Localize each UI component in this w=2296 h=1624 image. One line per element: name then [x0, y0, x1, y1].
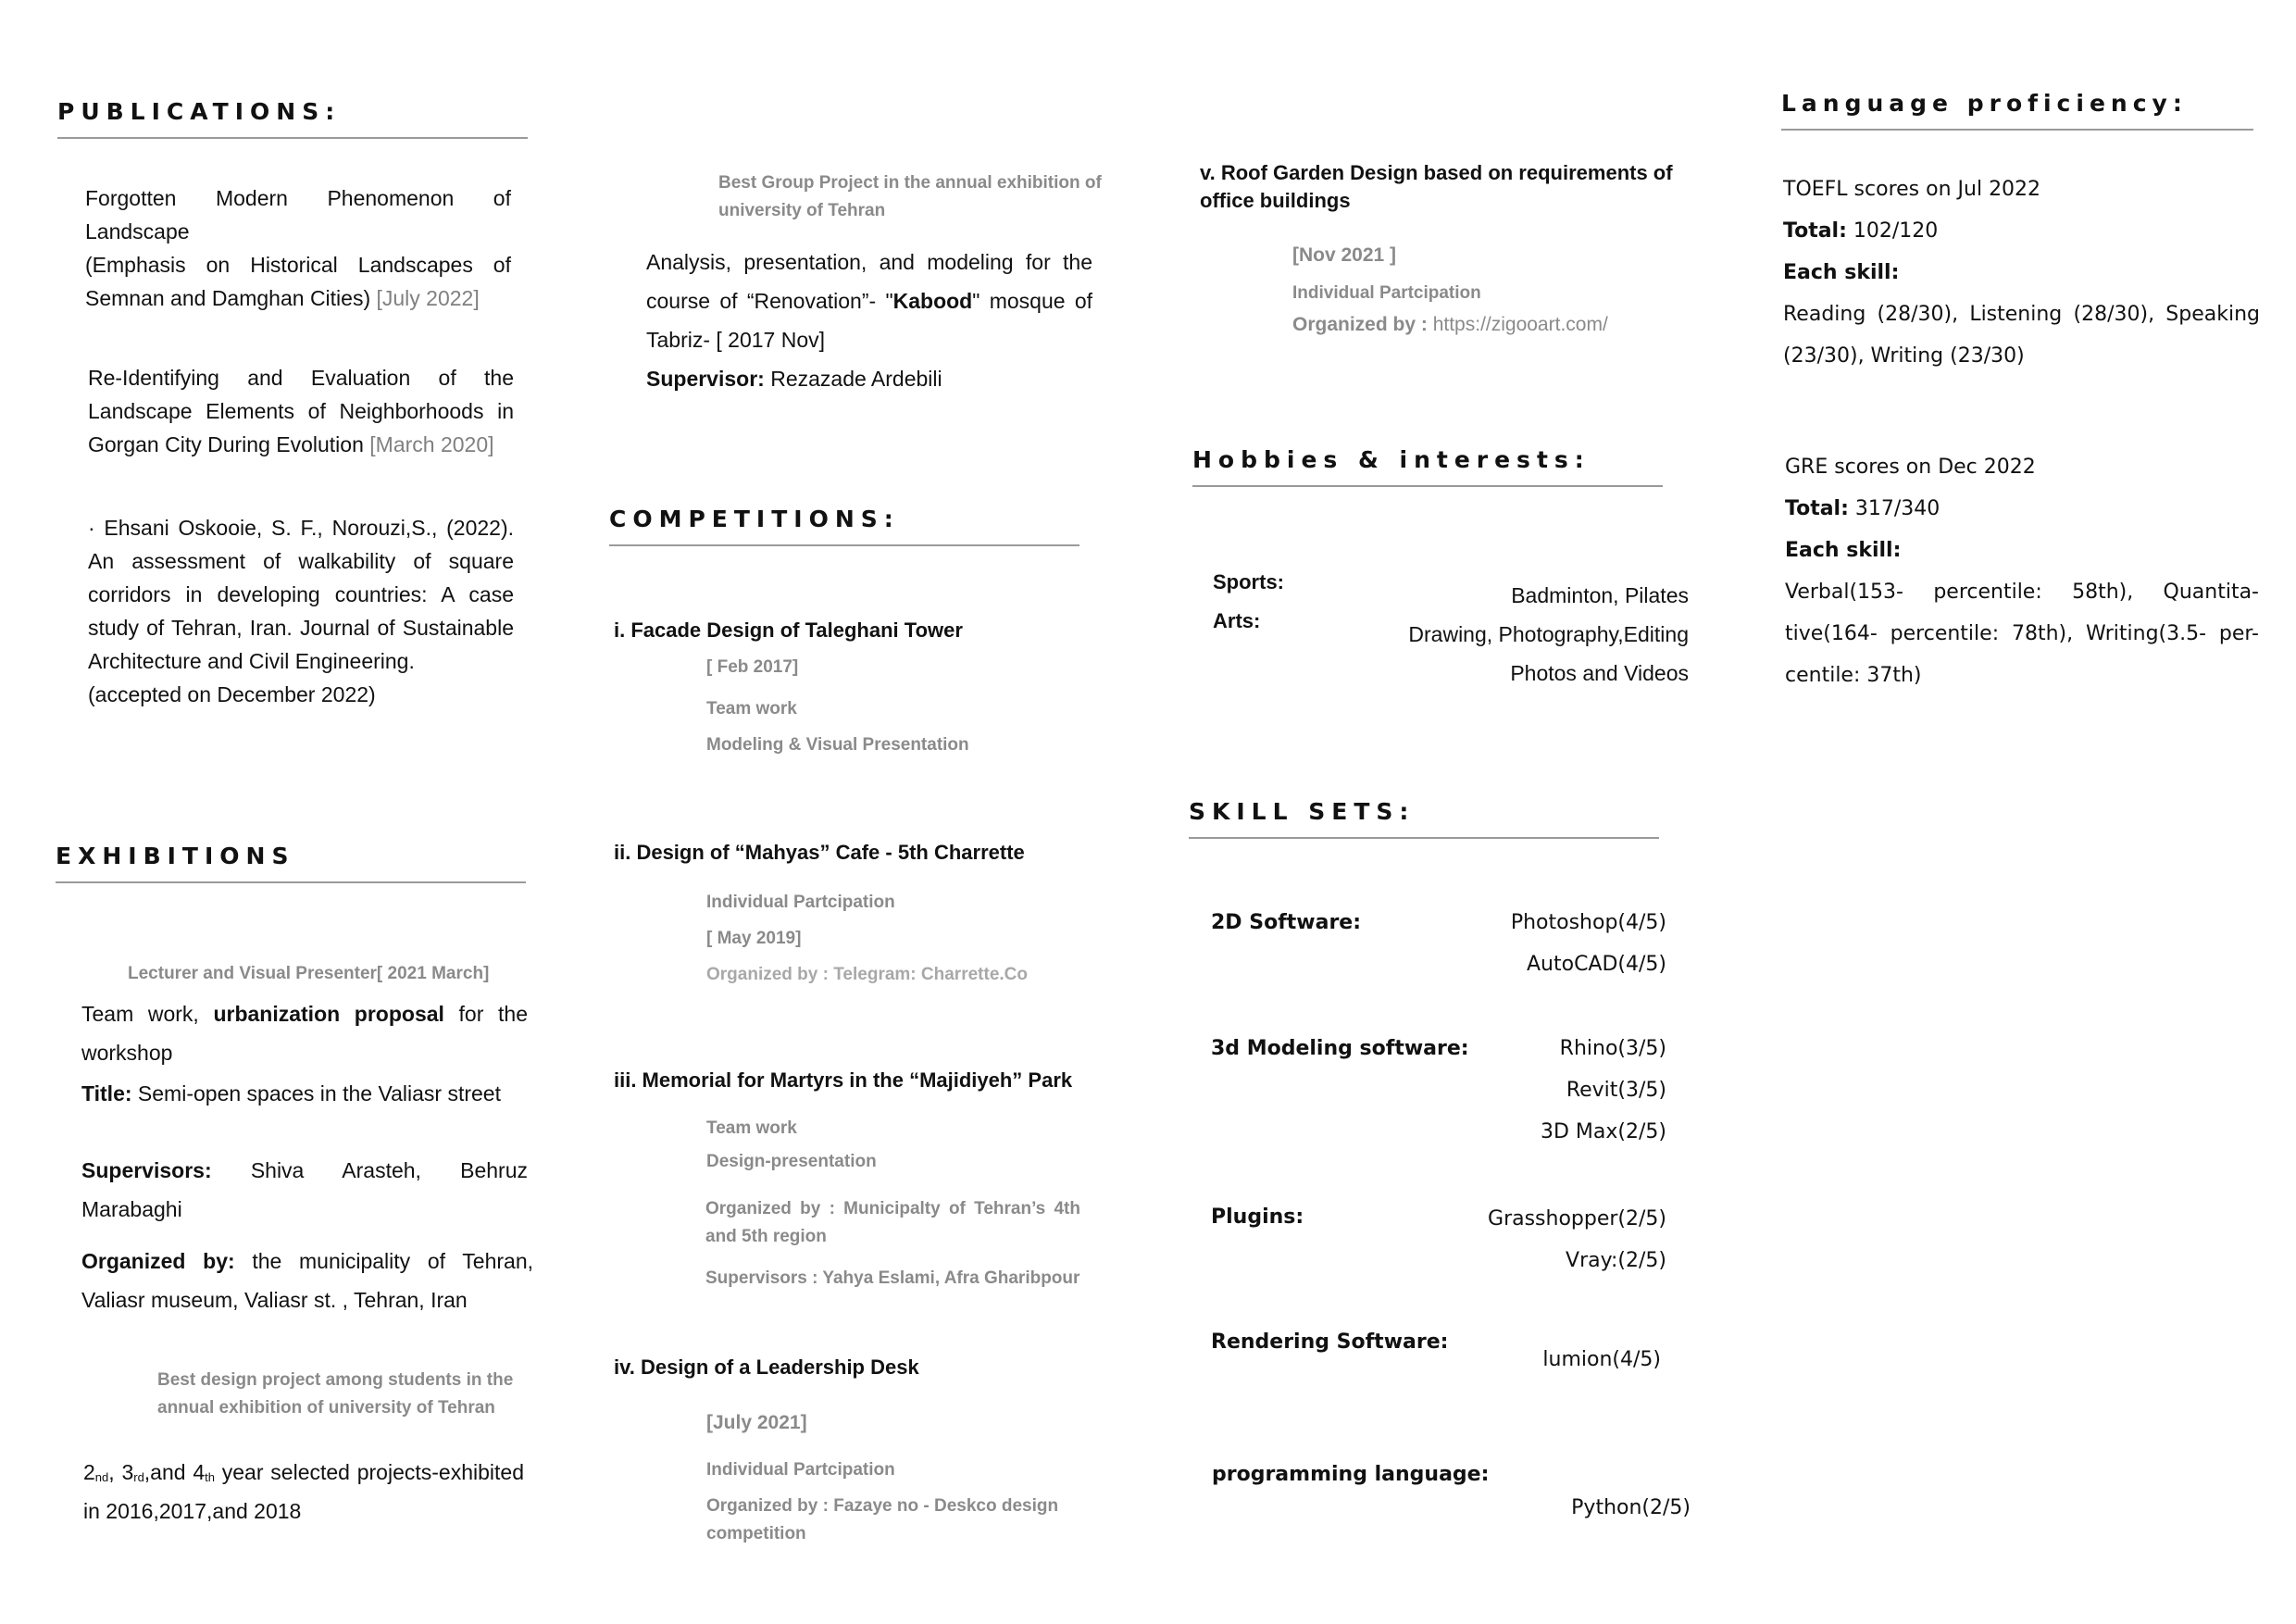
exhibition-1-caption: Lecturer and Visual Presenter[ 2021 March]: [128, 964, 490, 983]
publication-1: [85, 181, 511, 315]
skill-python: Python(2/5): [1571, 1496, 1691, 1519]
exhibition-1-organized-label: Organized by:: [81, 1249, 235, 1273]
exhibition-1-text-bold: urbanization proposal: [213, 1002, 444, 1026]
language-divider: [1781, 129, 2253, 131]
competition-5-title: v. Roof Garden Design based on requirements of office buildings: [1200, 161, 1673, 212]
toefl-heading: TOEFL scores on Jul 2022: [1783, 178, 2041, 201]
skill-3d-label: 3d Modeling software:: [1211, 1037, 1469, 1060]
skill-vray: Vray:(2/5): [1566, 1249, 1666, 1272]
ordinal-and: ,and: [144, 1460, 186, 1484]
competition-1-role: Team work: [706, 699, 797, 718]
gre-heading: GRE scores on Dec 2022: [1785, 456, 2036, 479]
competition-4-title: iv. Design of a Leadership Desk: [614, 1355, 919, 1379]
project-text-pre: Analysis, presentation, and modeling for the course of “Renovation”- ": [646, 250, 1092, 313]
gre-each-value: Verbal(153- percentile: 58th), Quantita-tive(164- percentile: 78th), Writing(3.5- per-centile: 37th): [1785, 581, 2259, 687]
gre-block: [1785, 446, 2259, 696]
skills-divider: [1189, 837, 1659, 839]
publication-1-title: Forgotten Modern Phenomenon of Landscape: [85, 186, 511, 244]
arts-value: [1296, 615, 1689, 693]
project-supervisor-label: Supervisor:: [646, 367, 765, 391]
skill-plugins-label: Plugins:: [1211, 1206, 1304, 1229]
arts-value-line-1: Drawing, Photography,Editing: [1408, 622, 1689, 646]
gre-total-value: 317/340: [1854, 497, 1940, 520]
skill-rhino: Rhino(3/5): [1559, 1037, 1666, 1060]
competition-1-task: Modeling & Visual Presentation: [706, 735, 969, 755]
exhibition-1-organized-value: the municipality of Tehran, Valiasr museum, Valiasr st. , Tehran, Iran: [81, 1249, 534, 1312]
publication-1-date: [July 2022]: [376, 286, 480, 310]
toefl-each-value: Reading (28/30), Listening (28/30), Speaking (23/30), Writing (23/30): [1783, 303, 2260, 368]
competition-3-organizer: Organized by : Municipalty of Tehran’s 4th and 5th region: [705, 1199, 1080, 1246]
toefl-block: [1783, 169, 2260, 377]
exhibitions-divider: [56, 881, 526, 883]
hobbies-divider: [1192, 485, 1663, 487]
toefl-total-value: 102/120: [1853, 219, 1939, 243]
competition-5-organizer: [1292, 311, 1608, 339]
project-text-post: " mosque of Tabriz- [ 2017 Nov]: [646, 289, 1093, 352]
skill-rendering-label: Rendering Software:: [1211, 1330, 1449, 1354]
exhibition-1-title-label: Title:: [81, 1081, 132, 1106]
exhibition-1-supervisors: [81, 1151, 528, 1229]
project-caption: Best Group Project in the annual exhibition of university of Tehran: [718, 173, 1102, 220]
competition-4-organizer: Organized by : Fazaye no - Deskco design competition: [706, 1496, 1059, 1543]
exhibition-1-organizer: [81, 1242, 533, 1319]
toefl-total: [1783, 210, 2260, 252]
skill-programming-label: programming language:: [1212, 1463, 1490, 1486]
competition-4-role: Individual Partcipation: [706, 1460, 895, 1480]
competitions-divider: [609, 544, 1079, 546]
gre-total-label: Total:: [1785, 497, 1849, 520]
competition-5-role: Individual Partcipation: [1292, 283, 1481, 303]
competition-3-supervisors: Supervisors : Yahya Eslami, Afra Gharibpour: [705, 1268, 1080, 1288]
ordinal-4: 4: [193, 1460, 206, 1484]
skill-autocad: AutoCAD(4/5): [1526, 953, 1666, 976]
skill-photoshop: Photoshop(4/5): [1510, 911, 1666, 934]
competition-2-title: ii. Design of “Mahyas” Cafe - 5th Charrette: [614, 841, 1025, 864]
exhibition-1-supervisors-label: Supervisors:: [81, 1158, 212, 1182]
gre-total: [1785, 488, 2259, 530]
skill-revit: Revit(3/5): [1566, 1079, 1666, 1102]
competition-2-organizer: Organized by : Telegram: Charrette.Co: [706, 965, 1028, 984]
skill-2d-label: 2D Software:: [1211, 911, 1362, 934]
sports-label: Sports:: [1213, 570, 1284, 593]
publications-divider: [57, 137, 528, 139]
skills-title: SKILL SETS:: [1189, 798, 1416, 825]
language-title: Language proficiency:: [1781, 90, 2188, 117]
ordinal-2-suffix: nd: [94, 1470, 109, 1484]
competitions-title: COMPETITIONS:: [609, 506, 900, 532]
competition-3-title: iii. Memorial for Martyrs in the “Majidiyeh” Park: [614, 1068, 1073, 1092]
publications-title: PUBLICATIONS:: [57, 98, 342, 125]
project-supervisor-value: Rezazade Ardebili: [770, 367, 942, 391]
toefl-each-label-text: Each skill:: [1783, 261, 1900, 284]
exhibition-1-title: [81, 1074, 528, 1113]
publication-2: [88, 361, 514, 461]
publication-2-title: Re-Identifying and Evaluation of the Landscape Elements of Neighborhoods in Gorgan City During Evolution: [88, 366, 514, 456]
exhibition-2-text: year selected projects-exhibited in 2016,2017,and 2018: [83, 1460, 524, 1523]
toefl-each-label: [1783, 252, 2260, 294]
exhibitions-title: EXHIBITIONS: [56, 843, 295, 869]
gre-each-label-text: Each skill:: [1785, 539, 1902, 562]
competition-2-date: [ May 2019]: [706, 929, 802, 948]
exhibition-2-description: $2_{nd}$, $3_{rd},and$ $4_{th}$ year selected projects-exhibited in 2016,2017,and 2018: [83, 1460, 524, 1523]
exhibition-2-caption: Best design project among students in the annual exhibition of university of Tehran: [157, 1370, 514, 1418]
sports-value: Badminton, Pilates: [1511, 583, 1689, 607]
competition-1-title: i. Facade Design of Taleghani Tower: [614, 618, 963, 642]
competition-3-task: Design-presentation: [706, 1152, 877, 1171]
exhibition-1-supervisors-value: Shiva Arasteh, Behruz Marabaghi: [81, 1158, 529, 1221]
competition-5-date: [Nov 2021 ]: [1292, 244, 1397, 266]
arts-value-line-2: Photos and Videos: [1510, 661, 1689, 685]
exhibition-1-text-post: for the workshop: [81, 1002, 528, 1065]
skill-grasshopper: Grasshopper(2/5): [1488, 1207, 1666, 1230]
project-description: [646, 243, 1092, 398]
ordinal-3: 3: [121, 1460, 134, 1484]
exhibition-1-description: [81, 994, 528, 1072]
toefl-total-label: Total:: [1783, 219, 1847, 243]
ordinal-3-suffix: rd: [133, 1470, 144, 1484]
hobbies-title: Hobbies & interests:: [1192, 446, 1591, 473]
publication-3: [88, 511, 514, 711]
competition-4-date: [July 2021]: [706, 1412, 807, 1433]
competition-5-organizer-link[interactable]: https://zigooart.com/: [1432, 314, 1608, 335]
exhibition-1-text-pre: Team work,: [81, 1002, 199, 1026]
competition-2-role: Individual Partcipation: [706, 893, 895, 912]
project-text-bold: Kabood: [892, 289, 973, 313]
gre-each-label: [1785, 530, 2259, 571]
exhibition-1-title-value: Semi-open spaces in the Valiasr street: [137, 1081, 501, 1106]
competition-5-organizer-label: Organized by :: [1292, 314, 1428, 335]
publication-2-date: [March 2020]: [369, 432, 494, 456]
publication-3-citation: · Ehsani Oskooie, S. F., Norouzi,S., (2022). An assessment of walkability of square corridors in developing countries: A case study of Tehran, Iran. Journal of Sustainable Architecture and Civil Engineering.: [88, 516, 514, 673]
competition-3-role: Team work: [706, 1118, 797, 1138]
publication-3-note: (accepted on December 2022): [88, 682, 376, 706]
ordinal-2: 2: [83, 1460, 95, 1484]
competition-1-date: [ Feb 2017]: [706, 657, 799, 677]
publication-1-subtitle: (Emphasis on Historical Landscapes of Semnan and Damghan Cities): [85, 253, 511, 310]
skill-3dmax: 3D Max(2/5): [1541, 1120, 1666, 1143]
skill-lumion: lumion(4/5): [1542, 1348, 1661, 1371]
arts-label: Arts:: [1213, 609, 1261, 632]
ordinal-4-suffix: th: [205, 1470, 215, 1484]
